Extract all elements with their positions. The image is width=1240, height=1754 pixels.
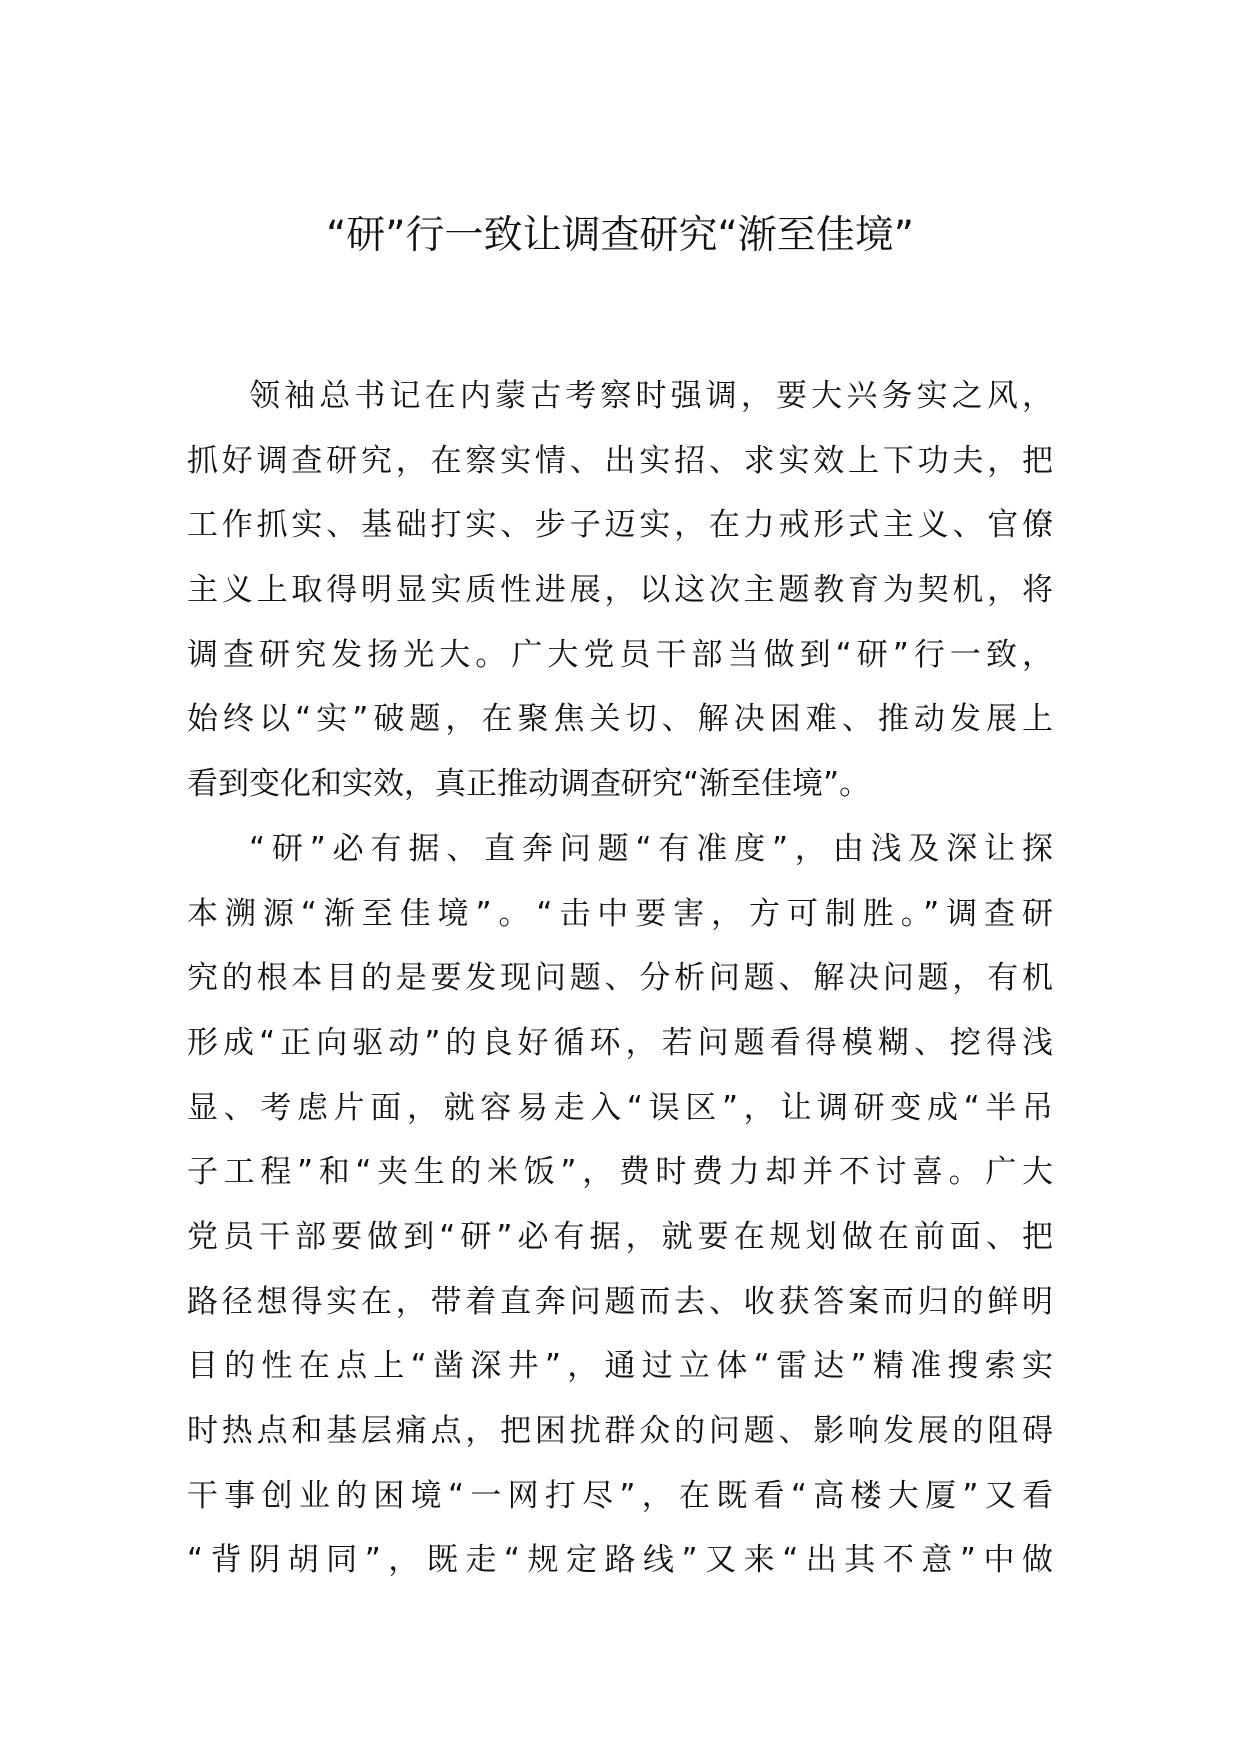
text-line: 子工程”和“夹生的米饭”，费时费力却并不讨喜。广大	[187, 1154, 1053, 1191]
paragraph-2	[187, 817, 1053, 1593]
text-line: “背阴胡同”，既走“规定路线”又来“出其不意”中做	[187, 1542, 1053, 1579]
text-line: 显、考虑片面，就容易走入“误区”，让调研变成“半吊	[187, 1089, 1053, 1126]
text-line: 始终以“实”破题，在聚焦关切、解决困难、推动发展上	[187, 701, 1053, 738]
text-line: “研”必有据、直奔问题“有准度”，由浅及深让探	[249, 830, 1053, 867]
text-line: 路径想得实在，带着直奔问题而去、收获答案而归的鲜明	[187, 1283, 1053, 1320]
text-line: 目的性在点上“凿深井”，通过立体“雷达”精准搜索实	[187, 1348, 1053, 1385]
text-line: 干事创业的困境“一网打尽”，在既看“高楼大厦”又看	[187, 1477, 1053, 1514]
text-line: 党员干部要做到“研”必有据，就要在规划做在前面、把	[187, 1218, 1053, 1255]
document-title: “研”行一致让调查研究“渐至佳境”	[326, 213, 914, 258]
text-line: 形成“正向驱动”的良好循环，若问题看得模糊、挖得浅	[187, 1024, 1053, 1061]
text-line: 时热点和基层痛点，把困扰群众的问题、影响发展的阻碍	[187, 1413, 1053, 1449]
text-line: 看到变化和实效，真正推动调查研究“渐至佳境”。	[187, 766, 871, 803]
document-body	[187, 364, 1053, 1593]
text-line: 调查研究发扬光大。广大党员干部当做到“研”行一致，	[187, 636, 1053, 673]
text-line: 本溯源“渐至佳境”。“击中要害，方可制胜。”调查研	[187, 895, 1053, 932]
text-line: 工作抓实、基础打实、步子迈实，在力戒形式主义、官僚	[187, 507, 1053, 544]
text-line: 究的根本目的是要发现问题、分析问题、解决问题，有机	[187, 960, 1053, 997]
text-line: 主义上取得明显实质性进展，以这次主题教育为契机，将	[187, 572, 1053, 609]
text-line: 领袖总书记在内蒙古考察时强调，要大兴务实之风，	[249, 378, 1053, 414]
text-line: 抓好调查研究，在察实情、出实招、求实效上下功夫，把	[187, 442, 1053, 479]
paragraph-1	[187, 364, 1053, 817]
